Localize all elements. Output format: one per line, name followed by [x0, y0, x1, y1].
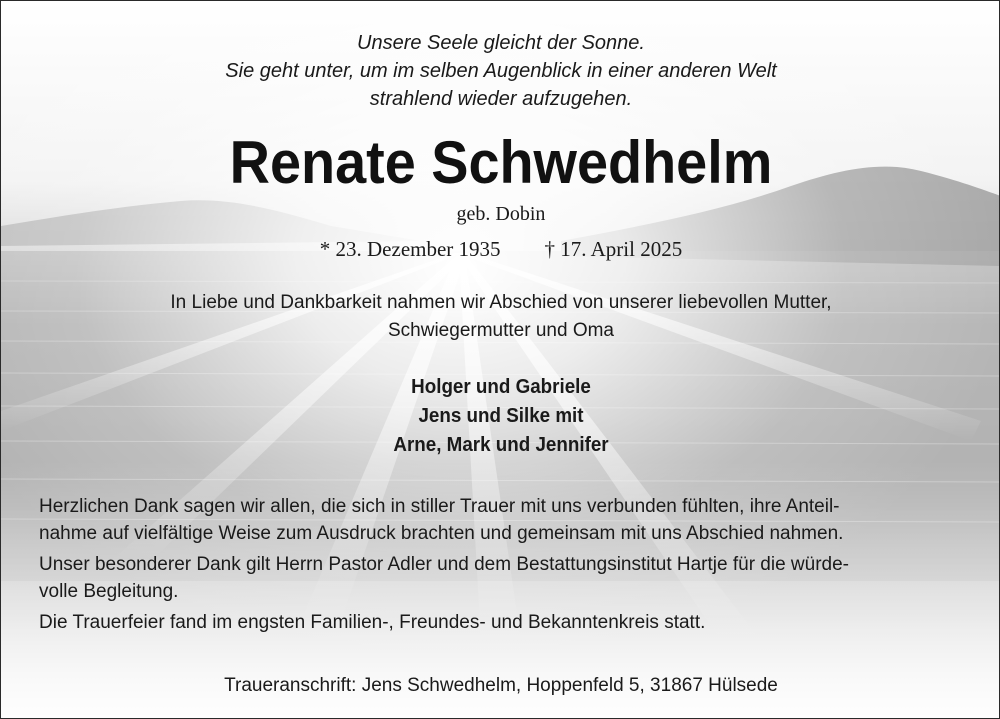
- motto-quote: [1, 29, 1000, 113]
- funeral-info-paragraph: [39, 609, 961, 636]
- deceased-name: Renate Schwedhelm: [229, 129, 773, 196]
- mourning-address: Traueranschrift: Jens Schwedhelm, Hoppenfeld 5, 31867 Hülsede: [224, 675, 778, 696]
- motto-line: Sie geht unter, um im selben Augenblick in einer anderen Welt: [225, 60, 777, 82]
- thanks-line: volle Begleitung.: [39, 581, 179, 602]
- motto-line: Unsere Seele gleicht der Sonne.: [357, 32, 645, 54]
- mourner-line: Arne, Mark und Jennifer: [393, 434, 609, 456]
- thanks-section: [39, 493, 961, 640]
- motto-line: strahlend wieder aufzugehen.: [369, 88, 633, 110]
- life-dates: [1, 235, 1000, 263]
- thanks-line: Unser besonderer Dank gilt Herrn Pastor Adler und dem Bestattungsinstitut Hartje für die würde-: [39, 554, 850, 575]
- birth-date: * 23. Dezember 1935: [319, 237, 501, 261]
- maiden-name: geb. Dobin: [456, 203, 546, 225]
- death-date: † 17. April 2025: [544, 237, 683, 261]
- funeral-info-line: Die Trauerfeier fand im engsten Familien-, Freundes- und Bekanntenkreis statt.: [39, 612, 706, 633]
- farewell-line: Schwiegermutter und Oma: [388, 320, 614, 341]
- thanks-line: Herzlichen Dank sagen wir allen, die sich in stiller Trauer mit uns verbunden fühlten, ihre Anteil-: [39, 496, 840, 517]
- mourner-line: Jens und Silke mit: [418, 405, 584, 427]
- thanks-paragraph: [39, 493, 961, 547]
- notice-content: [1, 1, 1000, 719]
- thanks-line: nahme auf vielfältige Weise zum Ausdruck brachten und gemeinsam mit uns Abschied nahmen.: [39, 523, 844, 544]
- special-thanks-paragraph: [39, 551, 961, 605]
- mourners-list: [1, 373, 1000, 460]
- farewell-line: In Liebe und Dankbarkeit nahmen wir Abschied von unserer liebevollen Mutter,: [170, 292, 832, 313]
- mourner-line: Holger und Gabriele: [411, 376, 591, 398]
- farewell-statement: [1, 289, 1000, 345]
